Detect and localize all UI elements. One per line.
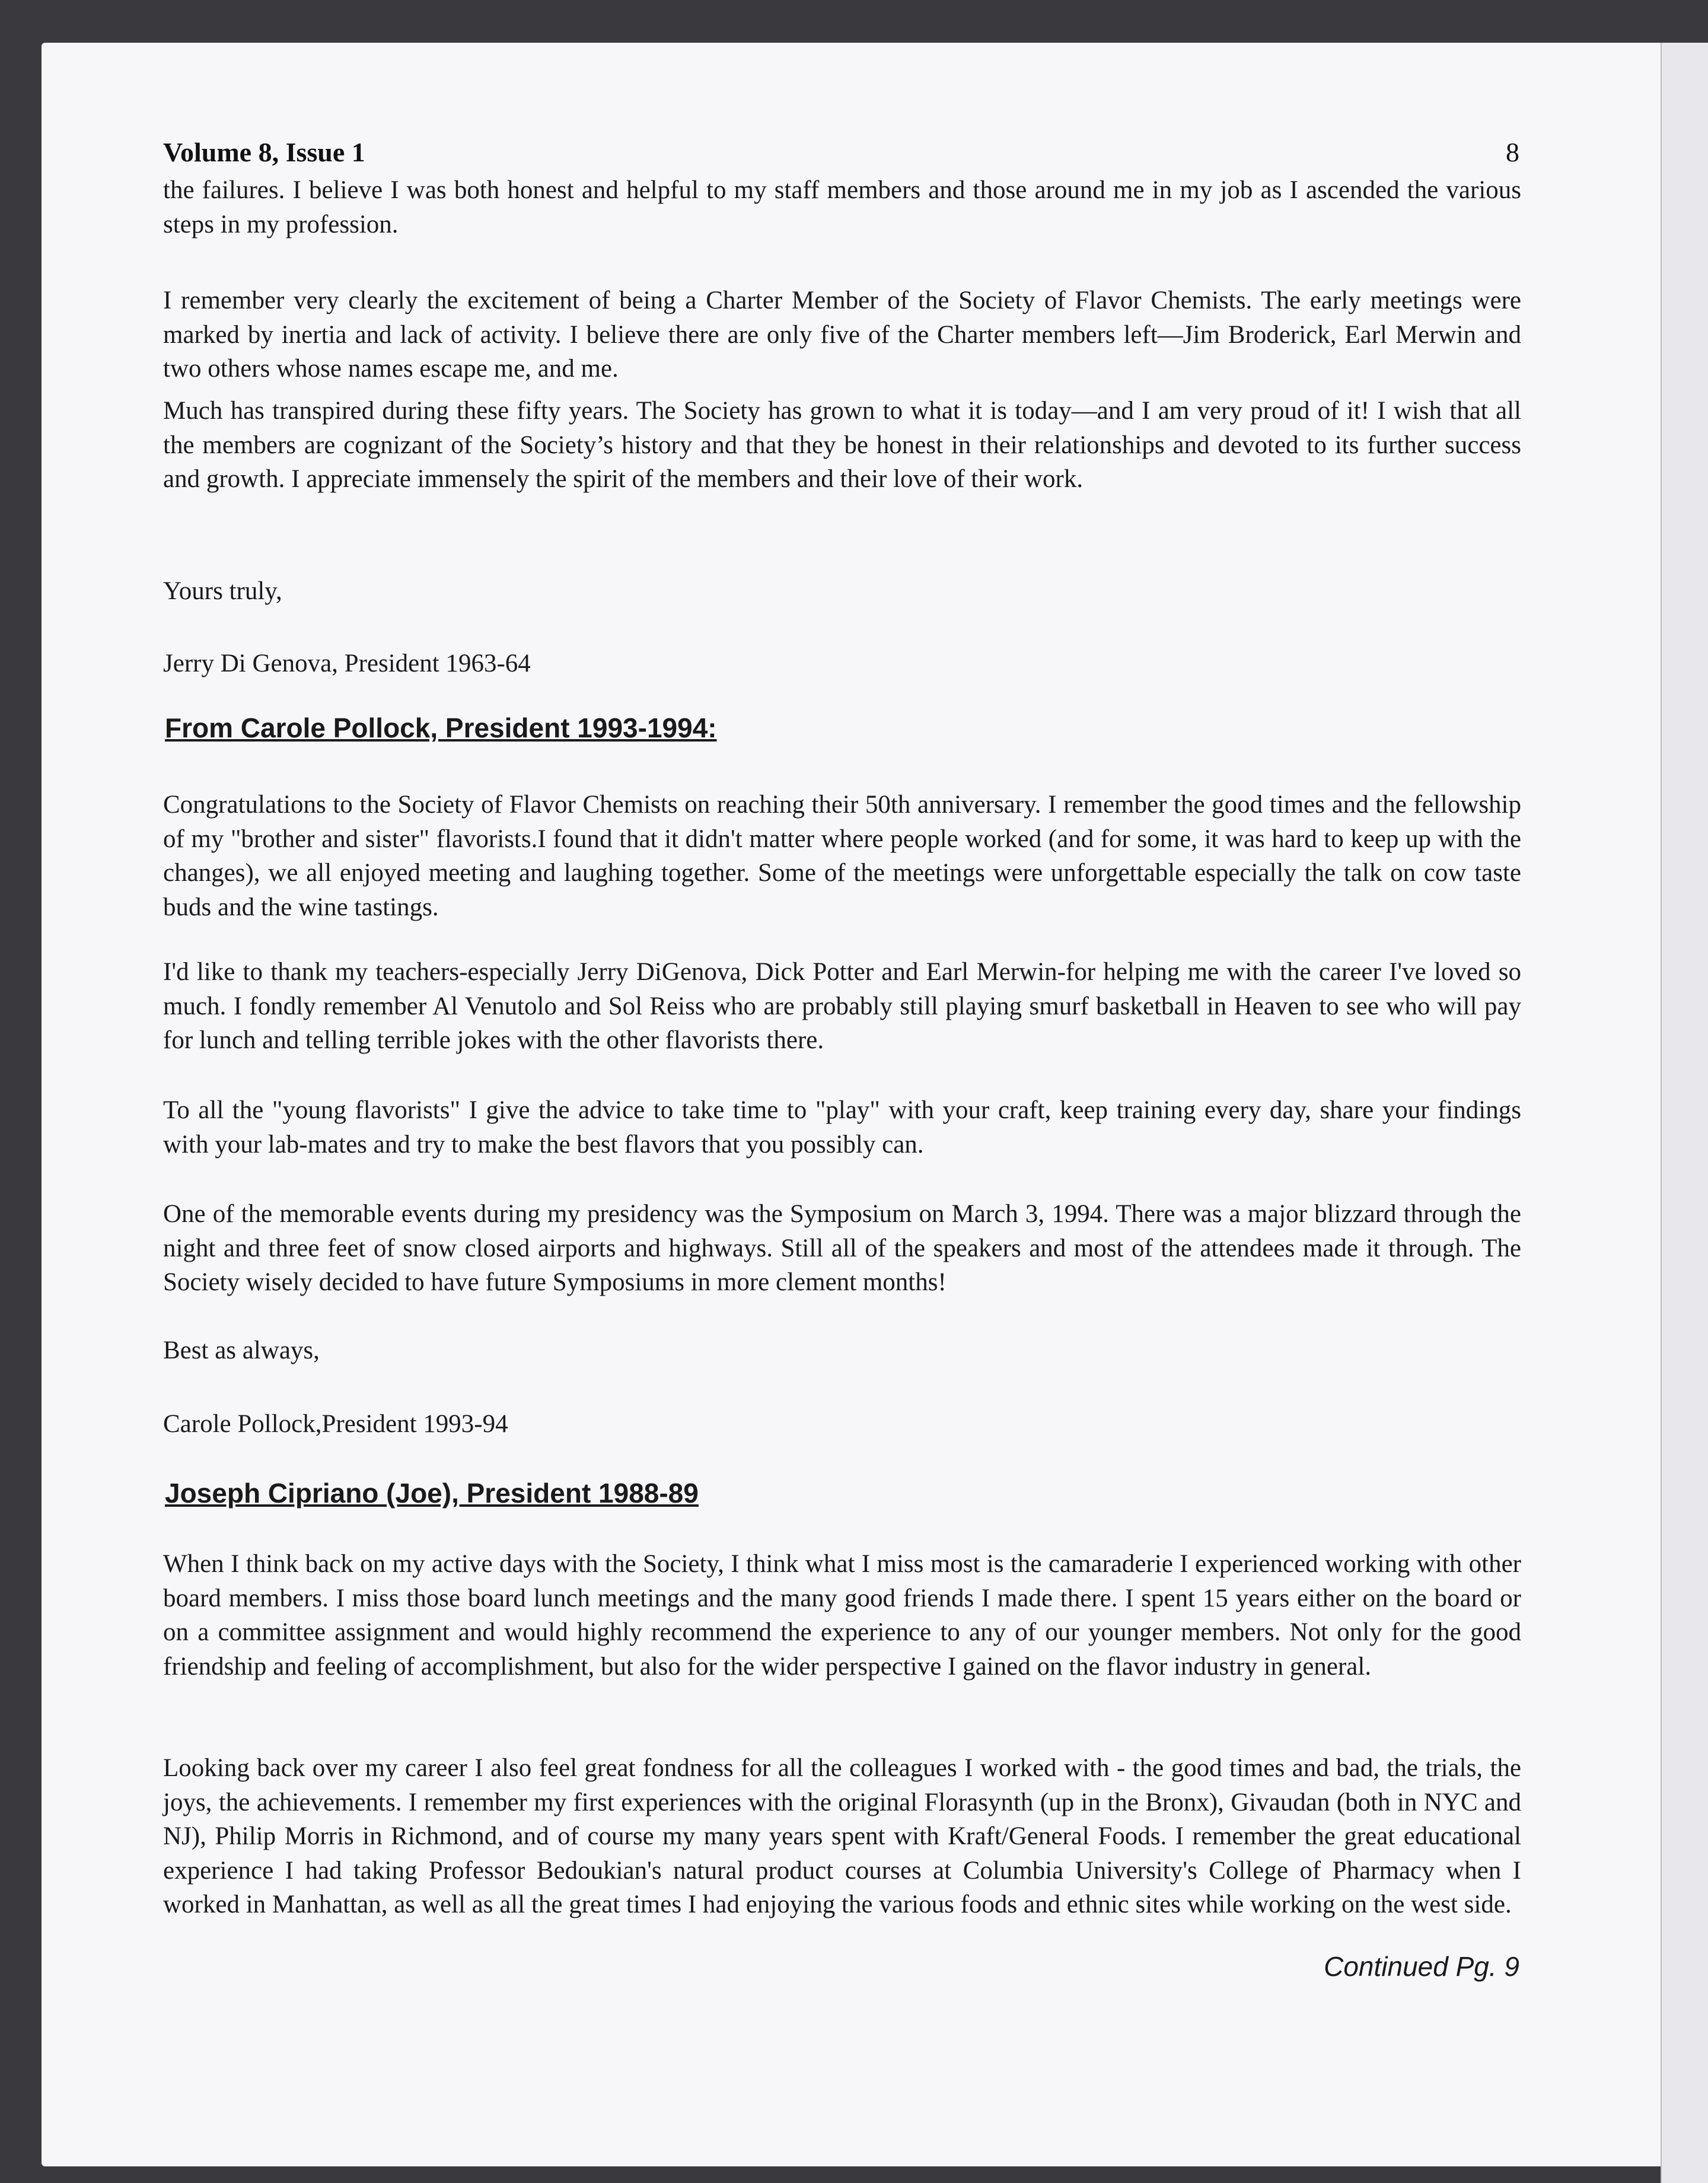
paragraph: the failures. I believe I was both honest and helpful to my staff members and those around me in my job as I ascended the various steps in my profession. xyxy=(163,176,1521,238)
next-page-edge xyxy=(1661,43,1708,2183)
paragraph: To all the "young flavorists" I give the advice to take time to "play" with your craft, keep training every day, share your findings with your lab-mates and try to make the best flavors that you possibly can. xyxy=(163,1096,1521,1159)
continued-note: Continued Pg. 9 xyxy=(1324,1951,1519,1982)
paragraph: When I think back on my active days with the Society, I think what I miss most is the camaraderie I experienced working with other board members. I miss those board lunch meetings and the many good friends I made there. I spent 15 years either on the board or on a committee assignment and would highly recommend the experience to any of our younger members. Not only for the good friendship and feeling of accomplishment, but also for the wider perspective I gained on the flavor industry in general. xyxy=(163,1550,1521,1681)
closing: Yours truly, xyxy=(163,577,282,605)
closing: Best as always, xyxy=(163,1336,320,1364)
page-number: 8 xyxy=(1506,137,1519,167)
paragraph: I remember very clearly the excitement of being a Charter Member of the Society of Flavor Chemists. The early meetings were marked by inertia and lack of activity. I believe there are only five of the Charter members left—Jim Broderick, Earl Merwin and two others whose names escape me, and me. xyxy=(163,287,1521,383)
section-heading: Joseph Cipriano (Joe), President 1988-89 xyxy=(165,1478,699,1509)
signature: Jerry Di Genova, President 1963-64 xyxy=(163,650,531,677)
paragraph: Congratulations to the Society of Flavor Chemists on reaching their 50th anniversary. I remember the good times and the fellowship of my "brother and sister" flavorists.I found that it didn't matter where people worked (and for some, it was hard to keep up with the changes), we all enjoyed meeting and laughing together. Some of the meetings were unforgettable especially the talk on cow taste buds and the wine tastings. xyxy=(163,791,1521,921)
signature: Carole Pollock,President 1993-94 xyxy=(163,1410,508,1438)
paragraph: Much has transpired during these fifty years. The Society has grown to what it is today—and I am very proud of it! I wish that all the members are cognizant of the Society’s history and that they be honest in their relationships and devoted to its further success and growth. I appreciate immensely the spirit of the members and their love of their work. xyxy=(163,397,1521,493)
issue-header: Volume 8, Issue 1 xyxy=(163,137,365,167)
paragraph: Looking back over my career I also feel great fondness for all the colleagues I worked with - the good times and bad, the trials, the joys, the achievements. I remember my first experiences with the original Florasynth (up in the Bronx), Givaudan (both in NYC and NJ), Philip Morris in Richmond, and of course my many years spent with Kraft/General Foods. I remember the great educational experience I had taking Professor Bedoukian's natural product courses at Columbia University's College of Pharmacy when I worked in Manhattan, as well as all the great times I had enjoying the various foods and ethnic sites while working on the west side. xyxy=(163,1754,1521,1918)
section-heading: From Carole Pollock, President 1993-1994: xyxy=(165,712,717,743)
paragraph: I'd like to thank my teachers-especially Jerry DiGenova, Dick Potter and Earl Merwin-for helping me with the career I've loved so much. I fondly remember Al Venutolo and Sol Reiss who are probably still playing smurf basketball in Heaven to see who will pay for lunch and telling terrible jokes with the other flavorists there. xyxy=(163,958,1521,1054)
paragraph: One of the memorable events during my presidency was the Symposium on March 3, 1994. There was a major blizzard through the night and three feet of snow closed airports and highways. Still all of the speakers and most of the attendees made it through. The Society wisely decided to have future Symposiums in more clement months! xyxy=(163,1200,1521,1296)
